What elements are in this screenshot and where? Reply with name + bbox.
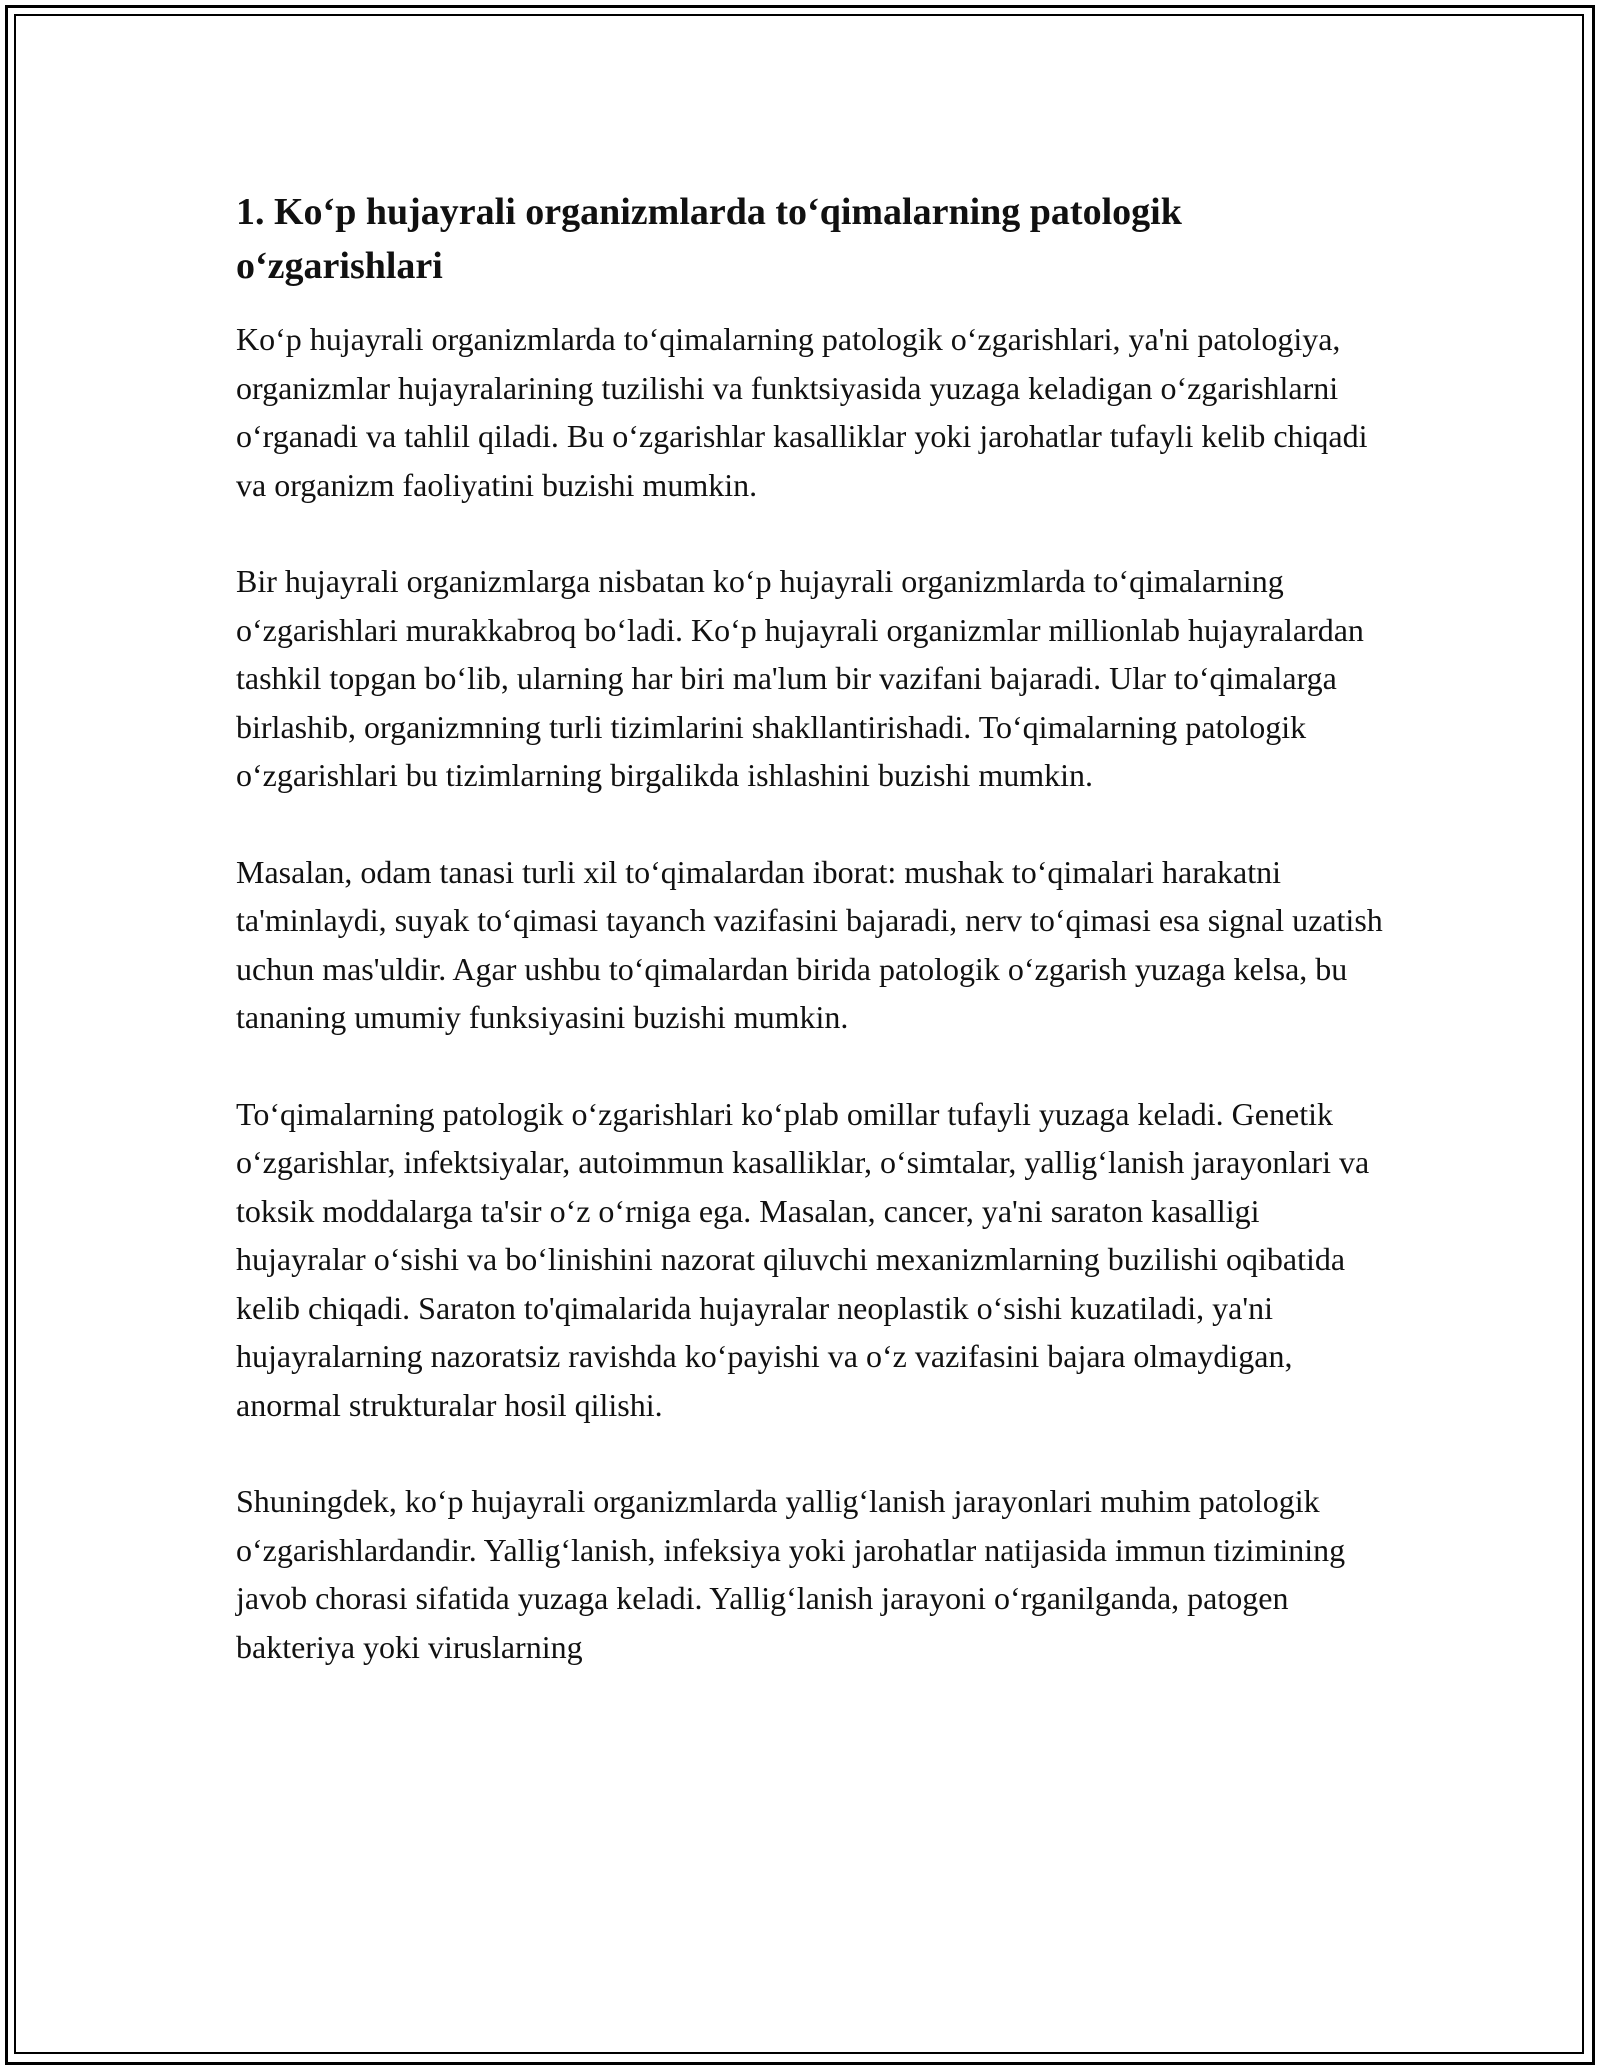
document-body [236,185,1386,1719]
paragraph-4: To‘qimalarning patologik o‘zgarishlari ko‘plab omillar tufayli yuzaga keladi. Genetik o‘zgarishlar, infektsiyalar, autoimmun kasalliklar, o‘simtalar, yallig‘lanish jarayonlari va toksik moddalarga ta'sir o‘z o‘rniga ega. Masalan, cancer, ya'ni saraton kasalligi hujayralar o‘sishi va bo‘linishini nazorat qiluvchi mexanizmlarning buzilishi oqibatida kelib chiqadi. Saraton to'qimalarida hujayralar neoplastik o‘sishi kuzatiladi, ya'ni hujayralarning nazoratsiz ravishda ko‘payishi va o‘z vazifasini bajara olmaydigan, anormal strukturalar hosil qilishi. [236,1095,1370,1423]
paragraph-2: Bir hujayrali organizmlarga nisbatan ko‘p hujayrali organizmlarda to‘qimalarning o‘zgarishlari murakkabroq bo‘ladi. Ko‘p hujayrali organizmlar millionlab hujayralardan tashkil topgan bo‘lib, ularning har biri ma'lum bir vazifani bajaradi. Ular to‘qimalarga birlashib, organizmning turli tizimlarini shakllantirishadi. To‘qimalarning patologik o‘zgarishlari bu tizimlarning birgalikda ishlashini buzishi mumkin. [236,563,1364,793]
paragraph-1: Ko‘p hujayrali organizmlarda to‘qimalarning patologik o‘zgarishlari, ya'ni patologiya, organizmlar hujayralarining tuzilishi va funktsiyasida yuzaga keladigan o‘zgarishlarni o‘rganadi va tahlil qiladi. Bu o‘zgarishlar kasalliklar yoki jarohatlar tufayli kelib chiqadi va organizm faoliyatini buzishi mumkin. [236,321,1368,503]
paragraph-3: Masalan, odam tanasi turli xil to‘qimalardan iborat: mushak to‘qimalari harakatni ta'minlaydi, suyak to‘qimasi tayanch vazifasini bajaradi, nerv to‘qimasi esa signal uzatish uchun mas'uldir. Agar ushbu to‘qimalardan birida patologik o‘zgarish yuzaga kelsa, bu tananing umumiy funksiyasini buzishi mumkin. [236,853,1383,1035]
paragraph-5: Shuningdek, ko‘p hujayrali organizmlarda yallig‘lanish jarayonlari muhim patologik o‘zgarishlardandir. Yallig‘lanish, infeksiya yoki jarohatlar natijasida immun tizimining javob chorasi sifatida yuzaga keladi. Yallig‘lanish jarayoni o‘rganilganda, patogen bakteriya yoki viruslarning [236,1483,1346,1665]
section-heading: 1. Ko‘p hujayrali organizmlarda to‘qimalarning patologik o‘zgarishlari [236,191,1182,287]
